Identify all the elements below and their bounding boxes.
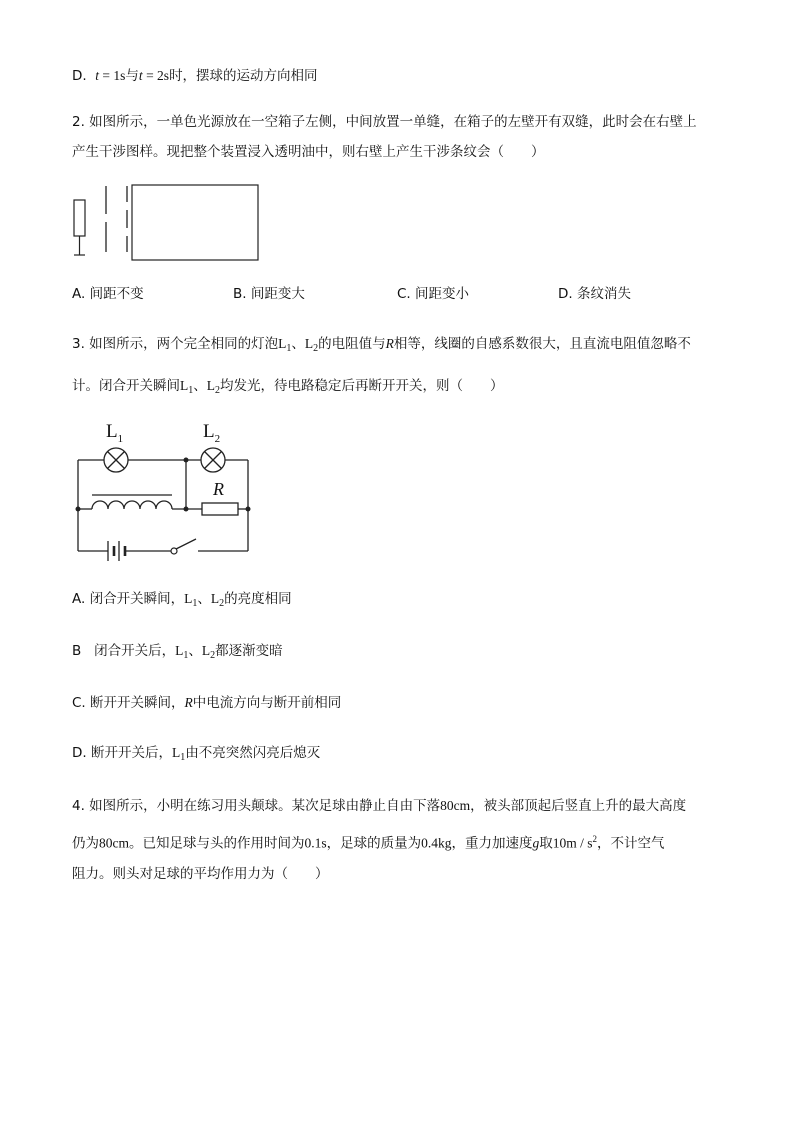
var-L: L <box>175 643 184 658</box>
sub: 2 <box>215 385 220 396</box>
sub: 1 <box>183 650 189 661</box>
var-L: L <box>171 745 181 760</box>
battery-symbol <box>108 541 125 561</box>
q3-option-a <box>72 589 292 614</box>
text: 相等，线圈的自感系数很大，且直流电阻值忽略不 <box>393 336 691 352</box>
q2-option-b: B. 间距变大 <box>233 286 305 302</box>
var-L: L <box>210 591 220 606</box>
sub: 2 <box>313 343 319 354</box>
text: 闭合开关后， <box>94 643 176 659</box>
q3-option-d <box>72 743 320 768</box>
resistor-label: R <box>213 479 224 499</box>
option-text: 时，摆球的运动方向相同 <box>169 68 318 84</box>
text: 计。闭合开关瞬间 <box>72 378 180 394</box>
var-R: R <box>184 695 193 710</box>
q4-stem-line1 <box>72 796 686 816</box>
option-label: B <box>72 643 82 659</box>
q2-stem-line2: 产生干涉图样。现把整个装置浸入透明油中，则右壁上产生干涉条纹会（ ） <box>72 144 545 160</box>
sub: 2 <box>219 598 225 609</box>
q3-circuit-diagram <box>70 415 260 560</box>
q4-stem-line2 <box>72 829 665 854</box>
var-L: L <box>201 643 211 658</box>
resistor <box>202 503 238 515</box>
var-t: t <box>95 68 100 83</box>
text: ，重力加速度 <box>451 835 533 852</box>
q2-option-c: C. 间距变小 <box>397 286 470 302</box>
inductor-coil <box>92 501 172 509</box>
sub: 1 <box>286 343 292 354</box>
text: A. 闭合开关瞬间， <box>72 591 185 607</box>
text: 中电流方向与断开前相同 <box>192 695 342 711</box>
value-time: 0.1s <box>304 835 327 851</box>
value-g: 10m / s <box>552 835 593 851</box>
q2-option-d: D. 条纹消失 <box>558 286 631 302</box>
q3-stem-line2 <box>72 376 504 401</box>
q4-stem-line3: 阻力。则头对足球的平均作用力为（ ） <box>72 866 329 882</box>
lamp1-symbol <box>104 448 128 472</box>
text: 仍为 <box>72 835 99 852</box>
text: C. 断开开关瞬间， <box>72 695 185 711</box>
q1-option-d <box>72 66 318 86</box>
var-L: L <box>304 336 314 351</box>
option-label: D. <box>72 68 87 84</box>
sub: 1 <box>192 598 198 609</box>
text: ，被头部顶起后竖直上升的最大高度 <box>470 798 687 814</box>
sep: 、 <box>197 591 211 607</box>
sub: 2 <box>210 650 216 661</box>
text: 都逐渐变暗 <box>215 643 283 659</box>
var-g: g <box>532 835 540 851</box>
eq-1s: = 1s <box>99 68 126 83</box>
text: ，足球的质量为 <box>326 835 422 852</box>
q3-stem-line1 <box>72 334 691 359</box>
exponent: 2 <box>592 834 598 844</box>
var-t: t <box>138 68 143 83</box>
value-80cm: 80cm <box>99 835 129 851</box>
switch-symbol <box>171 539 196 554</box>
q3-option-c <box>72 693 341 713</box>
lamp1-label: $L_1$ <box>106 421 124 445</box>
var-L: L <box>278 336 287 351</box>
value-80cm: 80cm <box>440 798 471 813</box>
var-L: L <box>206 378 215 393</box>
light-source <box>74 200 85 236</box>
sub: 1 <box>188 385 194 396</box>
sep: 、 <box>291 336 305 352</box>
lamp2-label: $L_2$ <box>203 421 221 445</box>
box <box>132 185 258 260</box>
text: ，不计空气 <box>597 835 665 852</box>
text: 由不亮突然闪亮后熄灭 <box>185 745 321 761</box>
sub: 1 <box>180 752 186 763</box>
var-L: L <box>180 378 189 393</box>
lamp2-symbol <box>201 448 225 472</box>
text: 的电阻值与 <box>318 336 386 352</box>
text: 的亮度相同 <box>224 591 292 607</box>
text: 取 <box>539 835 553 852</box>
text: 3. 如图所示，两个完全相同的灯泡 <box>72 336 279 352</box>
var-R: R <box>385 336 394 351</box>
var-L: L <box>184 591 193 606</box>
text: 均发光，待电路稳定后再断开开关，则（ ） <box>220 378 504 394</box>
sep: 、 <box>193 378 207 394</box>
text: D. 断开开关后， <box>72 745 172 761</box>
sep: 、 <box>188 643 202 659</box>
q2-stem-line1: 2. 如图所示，一单色光源放在一空箱子左侧，中间放置一单缝，在箱子的左壁开有双缝，此时会在右壁上 <box>72 114 697 130</box>
text: 。已知足球与头的作用时间为 <box>129 835 305 852</box>
eq-2s: = 2s <box>142 68 170 83</box>
q2-option-a: A. 间距不变 <box>72 286 144 302</box>
connector: 与 <box>125 68 139 84</box>
q2-optics-diagram <box>70 180 270 270</box>
q3-option-b <box>72 641 283 666</box>
value-mass: 0.4kg <box>421 835 452 851</box>
text: 4. 如图所示，小明在练习用头颠球。某次足球由静止自由下落 <box>72 798 441 814</box>
